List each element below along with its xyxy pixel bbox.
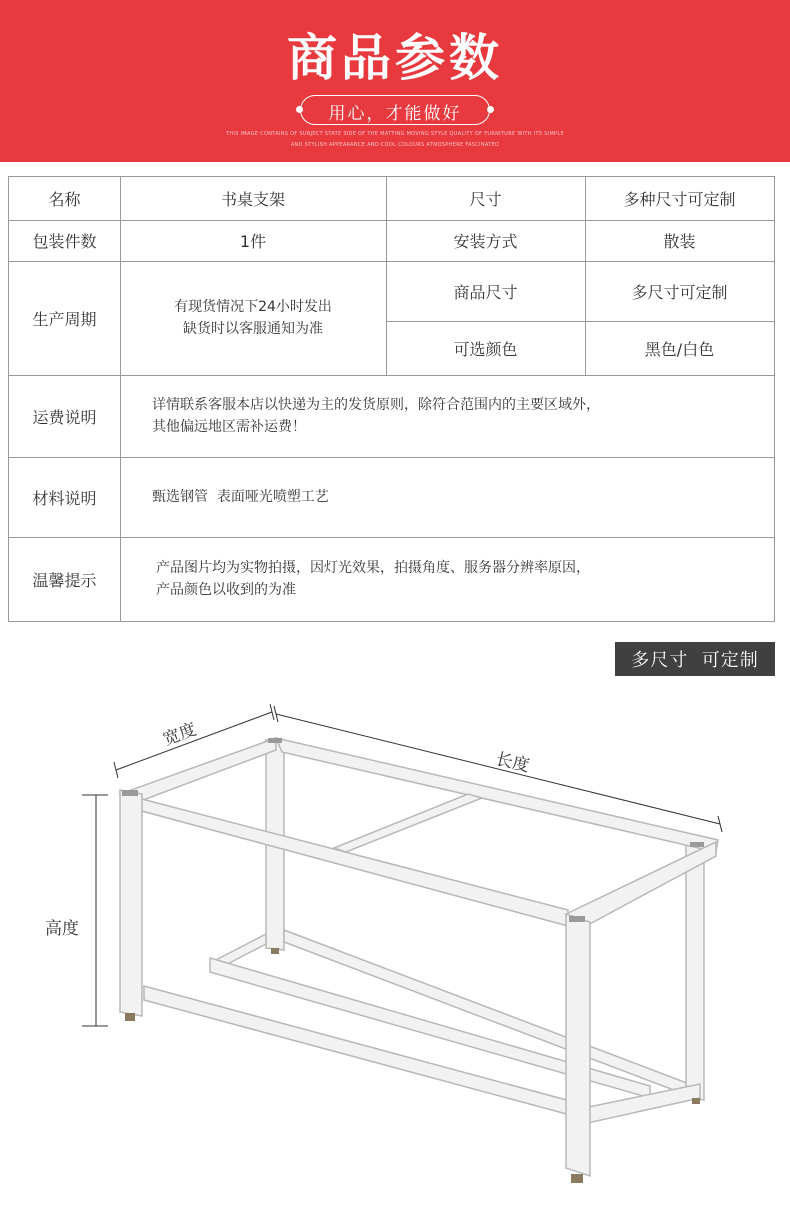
param-label-cycle: 生产周期 — [32, 309, 97, 329]
param-value-material: 甄选钢管 表面哑光喷塑工艺 — [152, 489, 329, 505]
param-value-color: 黑色/白色 — [644, 339, 715, 359]
param-label-size: 尺寸 — [469, 190, 502, 209]
length-dimension-label: 长度 — [493, 749, 532, 777]
product-image-area — [0, 690, 790, 1232]
height-dimension-label: 高度 — [45, 919, 79, 939]
param-label-install: 安装方式 — [453, 232, 518, 251]
slogan-badge — [300, 95, 490, 125]
desk-frame — [120, 738, 718, 1176]
fine-print-line-1: THIS IMAGE CONTAINS OF SUBJECT STATE SIDE OF THE MATTING MOVING STYLE QUALITY OF FURNITURE WITH ITS SIMPLE — [226, 131, 564, 137]
parameter-table — [8, 176, 775, 622]
width-dimension-label: 宽度 — [160, 719, 200, 751]
param-value-shipping — [152, 375, 772, 457]
page-title: 商品参数 — [287, 28, 503, 87]
param-label-material: 材料说明 — [32, 488, 97, 508]
param-value-install: 散装 — [663, 232, 696, 251]
desk-frame-illustration — [0, 690, 790, 1232]
param-label-color: 可选颜色 — [453, 339, 518, 359]
fine-print-line-2: AND STYLISH APPEARANCE AND COOL COLOURS ATMOSPHERE FASCINATED — [290, 142, 500, 148]
shipping-line-2: 其他偏远地区需补运费！ — [152, 419, 306, 435]
param-label-tip: 温馨提示 — [32, 570, 97, 590]
shipping-line-1: 详情联系客服本店以快递为主的发货原则，除符合范围内的主要区域外， — [152, 397, 600, 413]
param-value-product-size: 多尺寸可定制 — [631, 282, 728, 302]
param-label-name: 名称 — [48, 190, 81, 209]
cycle-line-1: 有现货情况下24小时发出 — [174, 299, 332, 315]
param-value-name: 书桌支架 — [220, 190, 285, 209]
cycle-line-2: 缺货时以客服通知为准 — [183, 321, 323, 337]
tip-line-2: 产品颜色以收到的为准 — [156, 582, 296, 598]
header-banner — [0, 0, 790, 162]
param-label-pack: 包装件数 — [32, 232, 97, 251]
custom-size-tag: 多尺寸 可定制 — [615, 642, 775, 676]
tip-line-1: 产品图片均为实物拍摄，因灯光效果，拍摄角度、服务器分辨率原因， — [156, 560, 590, 576]
param-value-size: 多种尺寸可定制 — [623, 190, 736, 209]
param-value-cycle — [120, 261, 386, 375]
param-label-shipping: 运费说明 — [32, 407, 97, 427]
slogan-text: 用心，才能做好 — [328, 104, 462, 124]
param-value-tip — [156, 537, 772, 621]
param-label-product-size: 商品尺寸 — [453, 282, 518, 302]
param-value-pack: 1件 — [239, 232, 267, 251]
